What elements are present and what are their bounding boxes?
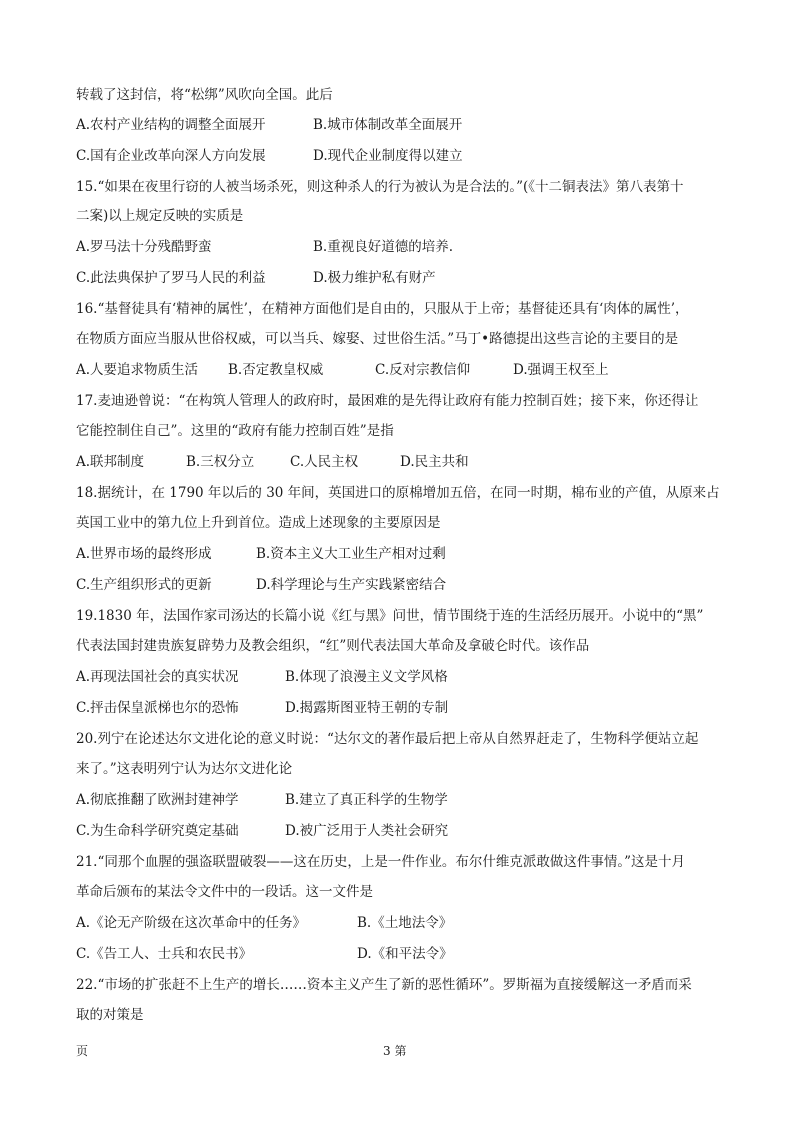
question-19-stem-line-1: 19.1830 年，法国作家司汤达的长篇小说《红与黑》问世，情节围绕于连的生活经历展开。小说中的“黑” <box>76 608 704 624</box>
option-c: C.反对宗教信仰 <box>375 362 471 378</box>
option-b: B.重视良好道德的培养. <box>313 239 454 255</box>
option-a: A.人要追求物质生活 <box>76 362 199 378</box>
option-c: C.抨击保皇派梯也尔的恐怖 <box>76 700 239 716</box>
footer-page-label: 页 <box>76 1044 89 1058</box>
option-c: C.人民主权 <box>290 454 359 470</box>
option-a: A.农村产业结构的调整全面展开 <box>76 117 266 133</box>
question-21-stem-line-1: 21.“同那个血腥的强盗联盟破裂——这在历史，上是一件作业。布尔什维克派敢做这件事情。”这是十月 <box>76 854 686 870</box>
question-18-stem-line-1: 18.据统计，在 1790 年以后的 30 年间，英国进口的原棉增加五倍，在同一时期，棉布业的产值，从原来占 <box>76 485 720 501</box>
option-b: B.城市体制改革全面展开 <box>313 117 463 133</box>
question-20-stem-line-2: 来了。”这表明列宁认为达尔文进化论 <box>76 761 293 777</box>
option-d: D.强调王权至上 <box>513 362 609 378</box>
option-d: D.《和平法令》 <box>357 946 453 962</box>
option-b: B.《土地法令》 <box>357 915 453 931</box>
question-22-stem-line-1: 22.“市场的扩张赶不上生产的增长……资本主义产生了新的恶性循环”。罗斯福为直接缓解这一矛盾而采 <box>76 977 692 993</box>
option-a: A.彻底推翻了欧洲封建神学 <box>76 792 239 808</box>
option-a: A.罗马法十分残酷野蛮 <box>76 239 212 255</box>
option-d: D.极力维护私有财产 <box>313 270 436 286</box>
question-19-stem-line-2: 代表法国封建贵族复辟势力及教会组织，“红”则代表法国大革命及拿破仑时代。该作品 <box>76 638 590 654</box>
question-16-stem-line-1: 16.“基督徒具有‘精神的属性’，在精神方面他们是自由的，只服从于上帝；基督徒还具有‘肉体的属性’， <box>76 301 689 317</box>
option-b: B.资本主义大工业生产相对过剩 <box>256 546 446 562</box>
question-15-stem-line-2: 二案)以上规定反映的实质是 <box>76 208 244 224</box>
option-b: B.否定教皇权威 <box>228 362 324 378</box>
question-18-stem-line-2: 英国工业中的第九位上升到首位。造成上述现象的主要原因是 <box>76 515 441 531</box>
question-15-stem-line-1: 15.“如果在夜里行窃的人被当场杀死，则这种杀人的行为被认为是合法的。”(《十二铜表法》第八表第十 <box>76 179 684 195</box>
question-14-continuation: 转载了这封信，将“松绑”风吹向全国。此后 <box>76 87 333 103</box>
footer-page-number: 3 第 <box>383 1044 407 1058</box>
question-16-stem-line-2: 在物质方面应当服从世俗权威，可以当兵、嫁娶、过世俗生活。”马丁•路德提出这些言论的主要目的是 <box>76 331 679 347</box>
option-a: A.《论无产阶级在这次革命中的任务》 <box>76 915 307 931</box>
question-22-stem-line-2: 取的对策是 <box>76 1007 144 1023</box>
option-c: C.生产组织形式的更新 <box>76 577 212 593</box>
option-d: D.科学理论与生产实践紧密结合 <box>256 577 447 593</box>
option-a: A.世界市场的最终形成 <box>76 546 212 562</box>
option-d: D.现代企业制度得以建立 <box>313 148 463 164</box>
option-b: B.建立了真正科学的生物学 <box>285 792 448 808</box>
option-d: D.揭露斯图亚特王朝的专制 <box>285 700 449 716</box>
option-a: A.联邦制度 <box>76 454 145 470</box>
question-17-stem-line-2: 它能控制住自己”。这里的“政府有能力控制百姓”是指 <box>76 423 394 439</box>
option-c: C.此法典保护了罗马人民的利益 <box>76 270 266 286</box>
question-21-stem-line-2: 革命后颁布的某法令文件中的一段话。这一文件是 <box>76 884 373 900</box>
option-b: B.体现了浪漫主义文学风格 <box>285 669 448 685</box>
question-20-stem-line-1: 20.列宁在论述达尔文进化论的意义时说：“达尔文的著作最后把上帝从自然界赶走了，生物科学便站立起 <box>76 731 699 747</box>
option-c: C.为生命科学研究奠定基础 <box>76 823 239 839</box>
option-b: B.三权分立 <box>186 454 255 470</box>
option-d: D.被广泛用于人类社会研究 <box>285 823 449 839</box>
option-c: C.国有企业改革向深人方向发展 <box>76 148 266 164</box>
option-c: C.《告工人、士兵和农民书》 <box>76 946 253 962</box>
question-17-stem-line-1: 17.麦迪逊曾说：“在构筑人管理人的政府时，最困难的是先得让政府有能力控制百姓；接下来，你还得让 <box>76 393 699 409</box>
option-d: D.民主共和 <box>400 454 469 470</box>
option-a: A.再现法国社会的真实状况 <box>76 669 239 685</box>
